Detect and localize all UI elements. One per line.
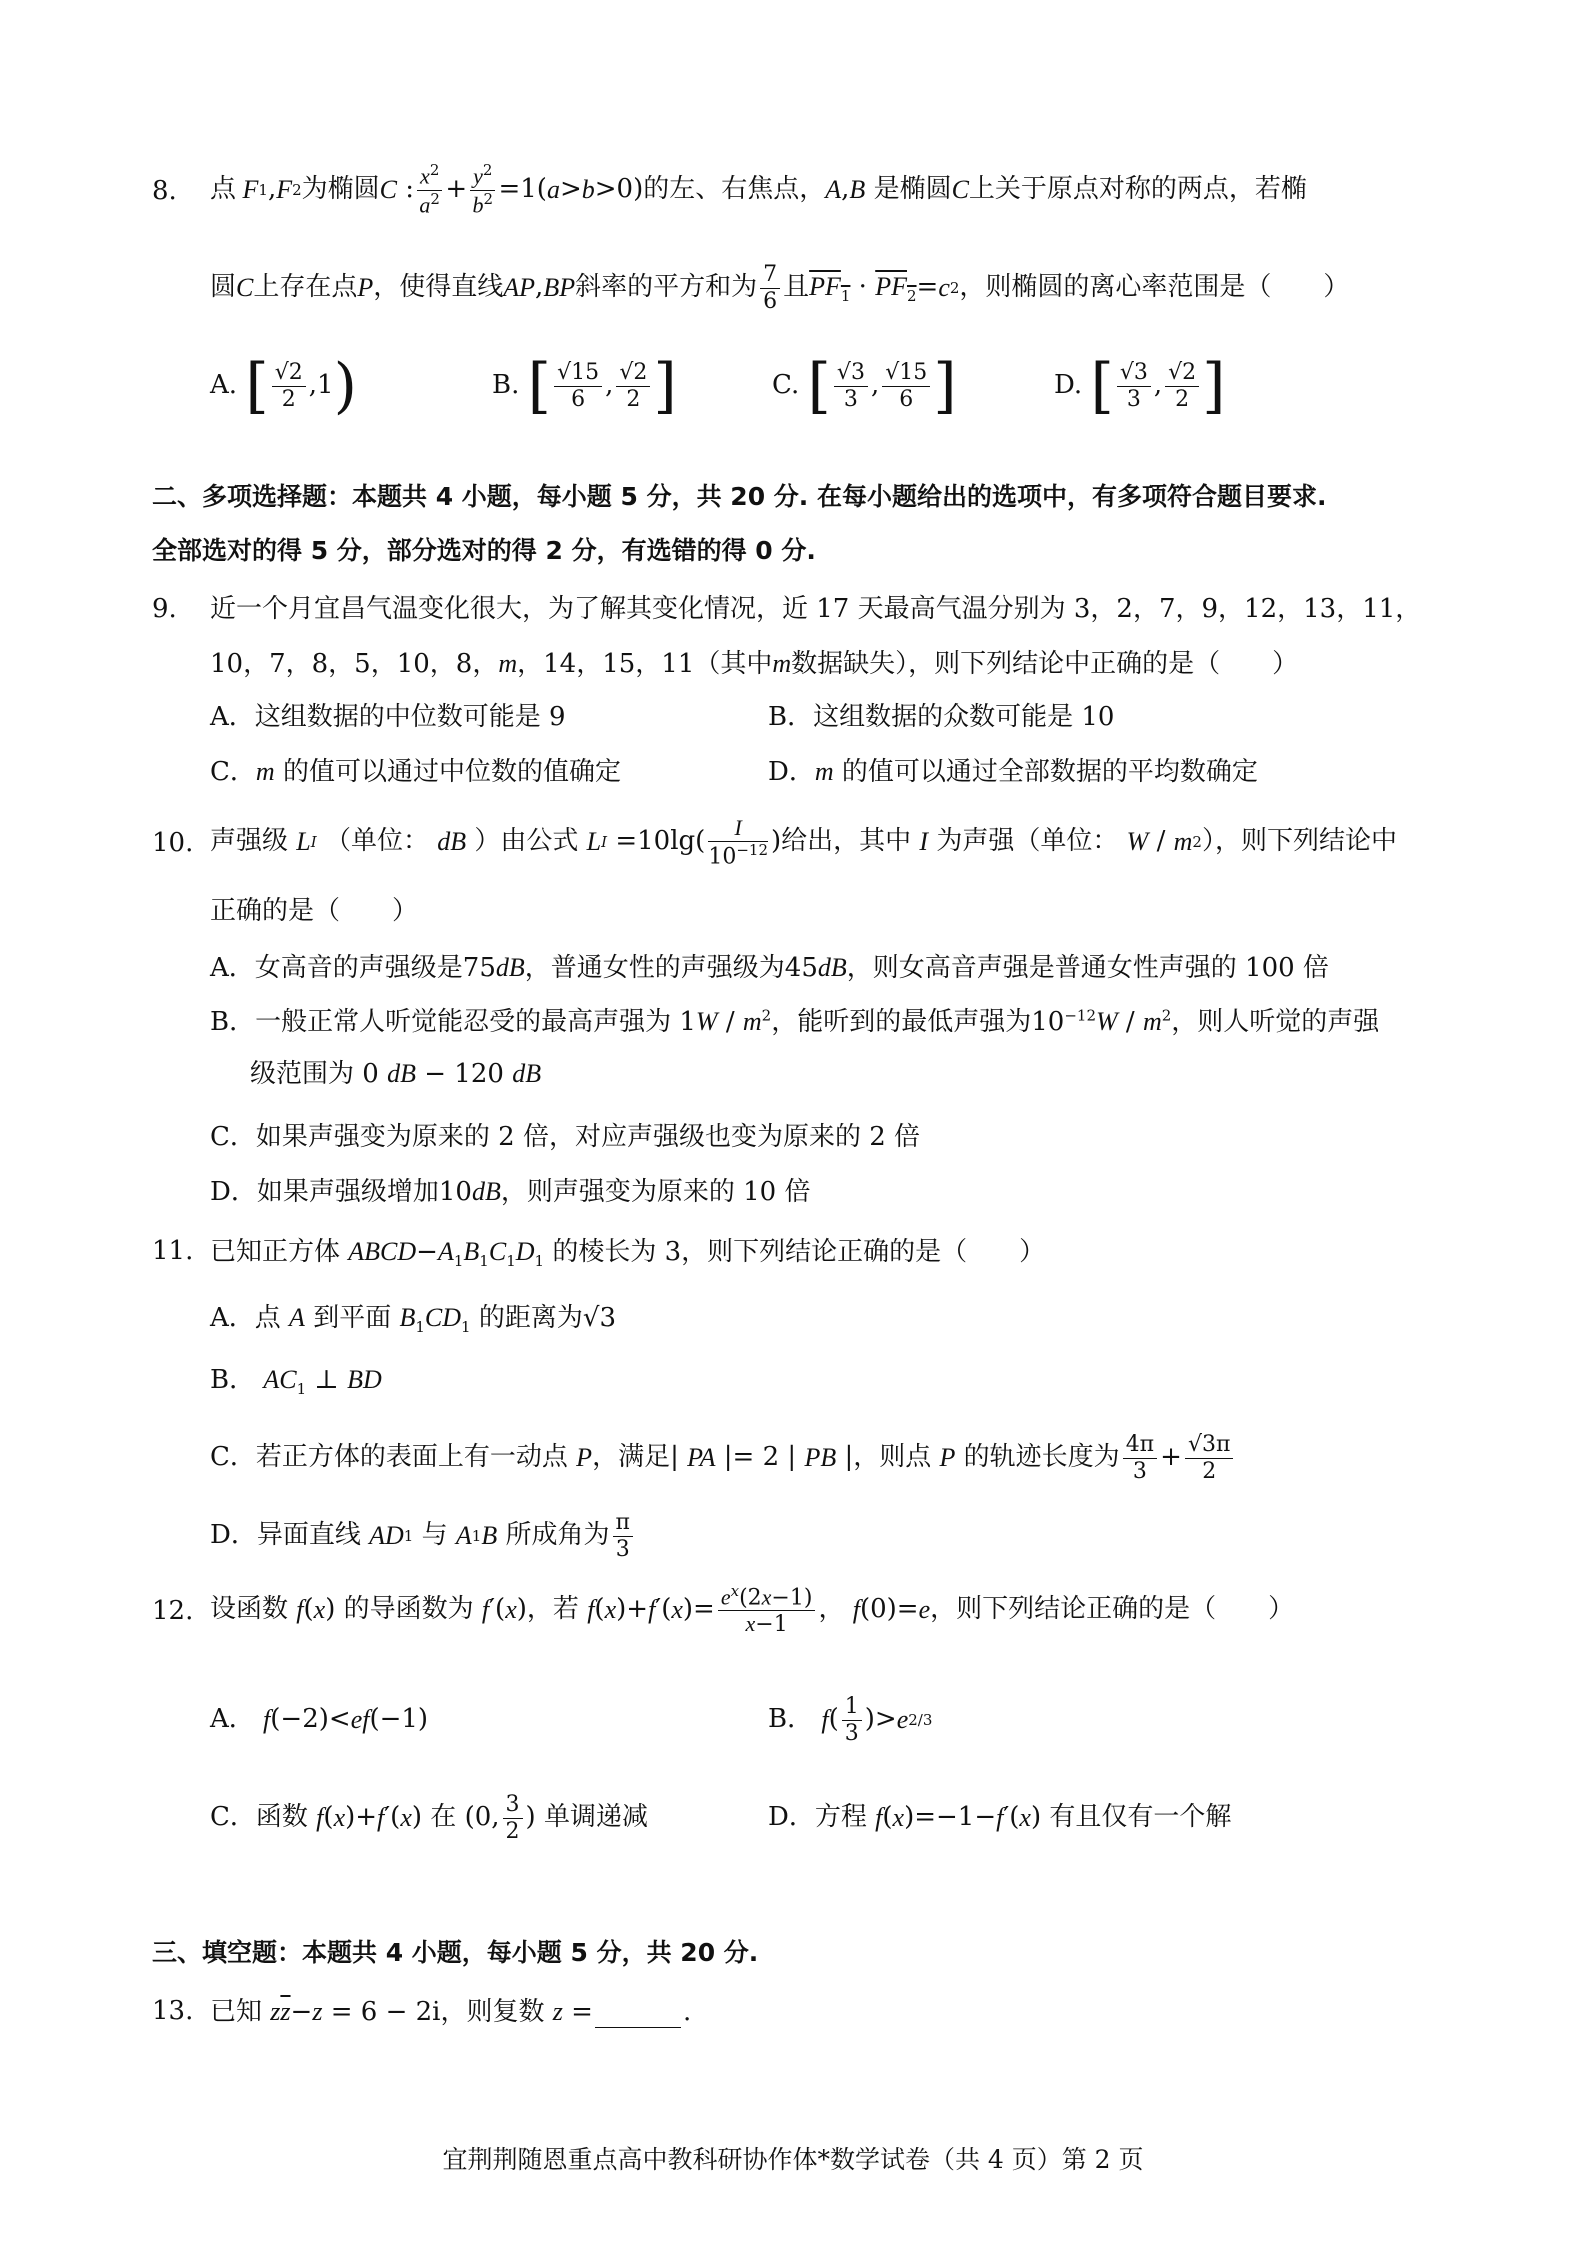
answer-blank[interactable]: [595, 2027, 681, 2028]
q9-option-a: A．这组数据的中位数可能是 9: [210, 702, 566, 732]
q10-line1: 声强级 L I （单位： dB ）由公式 L I =10lg( $\frac{I}{10^{-12}}$ ) 给出，其中 I 为声强（单位： W / m 2 ），则下列结论中: [210, 814, 1397, 870]
q12-option-b: B． f ( $\frac{1}{3}$ )> e 2/3: [768, 1694, 933, 1746]
q12-option-c: C．函数 f ( x )+ f ′( x ) 在 (0, $\frac{3}{2}$ ) 单调递减: [210, 1792, 648, 1844]
q8-option-a: A. [ $\frac{√2}{2}$ ,1 ): [210, 351, 357, 421]
q10-option-c: C．如果声强变为原来的 2 倍，对应声强级也变为原来的 2 倍: [210, 1122, 921, 1152]
q13-number: 13.: [152, 1996, 194, 2026]
q11-option-d: D．异面直线 AD 1 与 A 1 B 所成角为 $\frac{\pi}{3}$: [210, 1496, 636, 1576]
q10-option-d: D．如果声强级增加10dB，则声强变为原来的 10 倍: [210, 1177, 811, 1207]
q12-option-d: D．方程 f ( x )=−1− f ′( x ) 有且仅有一个解: [768, 1802, 1232, 1833]
q9-number: 9.: [152, 594, 177, 624]
q10-line2: 正确的是（ ）: [210, 896, 419, 926]
q13-line: 已知 $z\overline{z}-z = 6 - 2i$，则复数 z = .: [210, 1997, 692, 2027]
q12-line1: 设函数 f ( x ) 的导函数为 f ′( x ) ，若 f ( x )+ f ′( x )= $\frac{e^x(2x-1)}{x-1}$ ， f (0)= e ，则下列结论正确的是（ ）: [210, 1581, 1295, 1638]
q10-option-a: A．女高音的声强级是75dB，普通女性的声强级为45dB，则女高音声强是普通女性声强的 100 倍: [210, 953, 1329, 983]
q11-line1: 已知正方体 $ABCD-A_1B_1C_1D_1$ 的棱长为 3，则下列结论正确的是（ ）: [210, 1237, 1046, 1271]
q10-option-b-line2: 级范围为 0 dB − 120 dB: [250, 1059, 542, 1089]
q8-line2: 圆 C 上存在点 P ，使得直线 AP , BP 斜率的平方和为 $\frac{7}{6}$ 且 $PF_1$ · $PF_2$ = c 2 ，则椭圆的离心率范围是（ ）: [210, 262, 1350, 314]
q12-number: 12.: [152, 1596, 194, 1626]
q8-number: 8.: [152, 176, 177, 206]
page-footer: 宜荆荆随恩重点高中教科研协作体*数学试卷（共 4 页）第 2 页: [442, 2145, 1144, 2174]
q11-option-a: A．点 A 到平面 $B_1CD_1$ 的距离为√3: [210, 1303, 616, 1337]
q11-option-c: C．若正方体的表面上有一动点 P ，满足 | PA |= 2 | PB | ，则点 P 的轨迹长度为 $\frac{4\pi}{3}$ + $\frac{√3\pi}{2}$: [210, 1418, 1236, 1498]
section3-heading: 三、填空题：本题共 4 小题，每小题 5 分，共 20 分.: [152, 1938, 759, 1967]
q9-option-b: B．这组数据的众数可能是 10: [768, 702, 1115, 732]
q9-line1: 近一个月宜昌气温变化很大，为了解其变化情况，近 17 天最高气温分别为 3，2，7，9，12，13，11，: [210, 594, 1422, 624]
section2-heading: 二、多项选择题：本题共 4 小题，每小题 5 分，共 20 分. 在每小题给出的选项中，有多项符合题目要求.: [152, 482, 1327, 511]
q10-option-b-line1: B．一般正常人听觉能忍受的最高声强为 $1W / m^2$，能听到的最低声强为$10^{-12}W / m^2$，则人听觉的声强: [210, 1006, 1380, 1037]
q10-number: 10.: [152, 828, 194, 858]
q8-line1: 点 F 1 , F 2 为椭圆 C : $\frac{x^2}{a^2}$ + $\frac{y^2}{b^2}$ =1( a > b >0) 的左、右焦点， A , B 是椭圆 C 上关于原点对称的两点，若椭: [210, 160, 1307, 217]
q11-option-b: B． $AC_1$ ⊥ BD: [210, 1365, 382, 1399]
q9-option-c: C．m 的值可以通过中位数的值确定: [210, 757, 621, 787]
section2-rules: 全部选对的得 5 分，部分选对的得 2 分，有选错的得 0 分.: [152, 536, 816, 565]
q9-option-d: D．m 的值可以通过全部数据的平均数确定: [768, 757, 1258, 787]
q8-option-d: D. [ $\frac{√3}{3}$ , $\frac{√2}{2}$ ]: [1054, 351, 1226, 421]
q12-option-a: A． f (−2)< ef (−1): [210, 1704, 429, 1735]
q9-line2: 10，7，8，5，10，8，m，14，15，11（其中m数据缺失），则下列结论中正确的是（ ）: [210, 649, 1299, 679]
q8-option-b: B. [ $\frac{√15}{6}$ , $\frac{√2}{2}$ ]: [492, 351, 677, 421]
q11-number: 11.: [152, 1236, 194, 1266]
q8-option-c: C. [ $\frac{√3}{3}$ , $\frac{√15}{6}$ ]: [772, 351, 957, 421]
